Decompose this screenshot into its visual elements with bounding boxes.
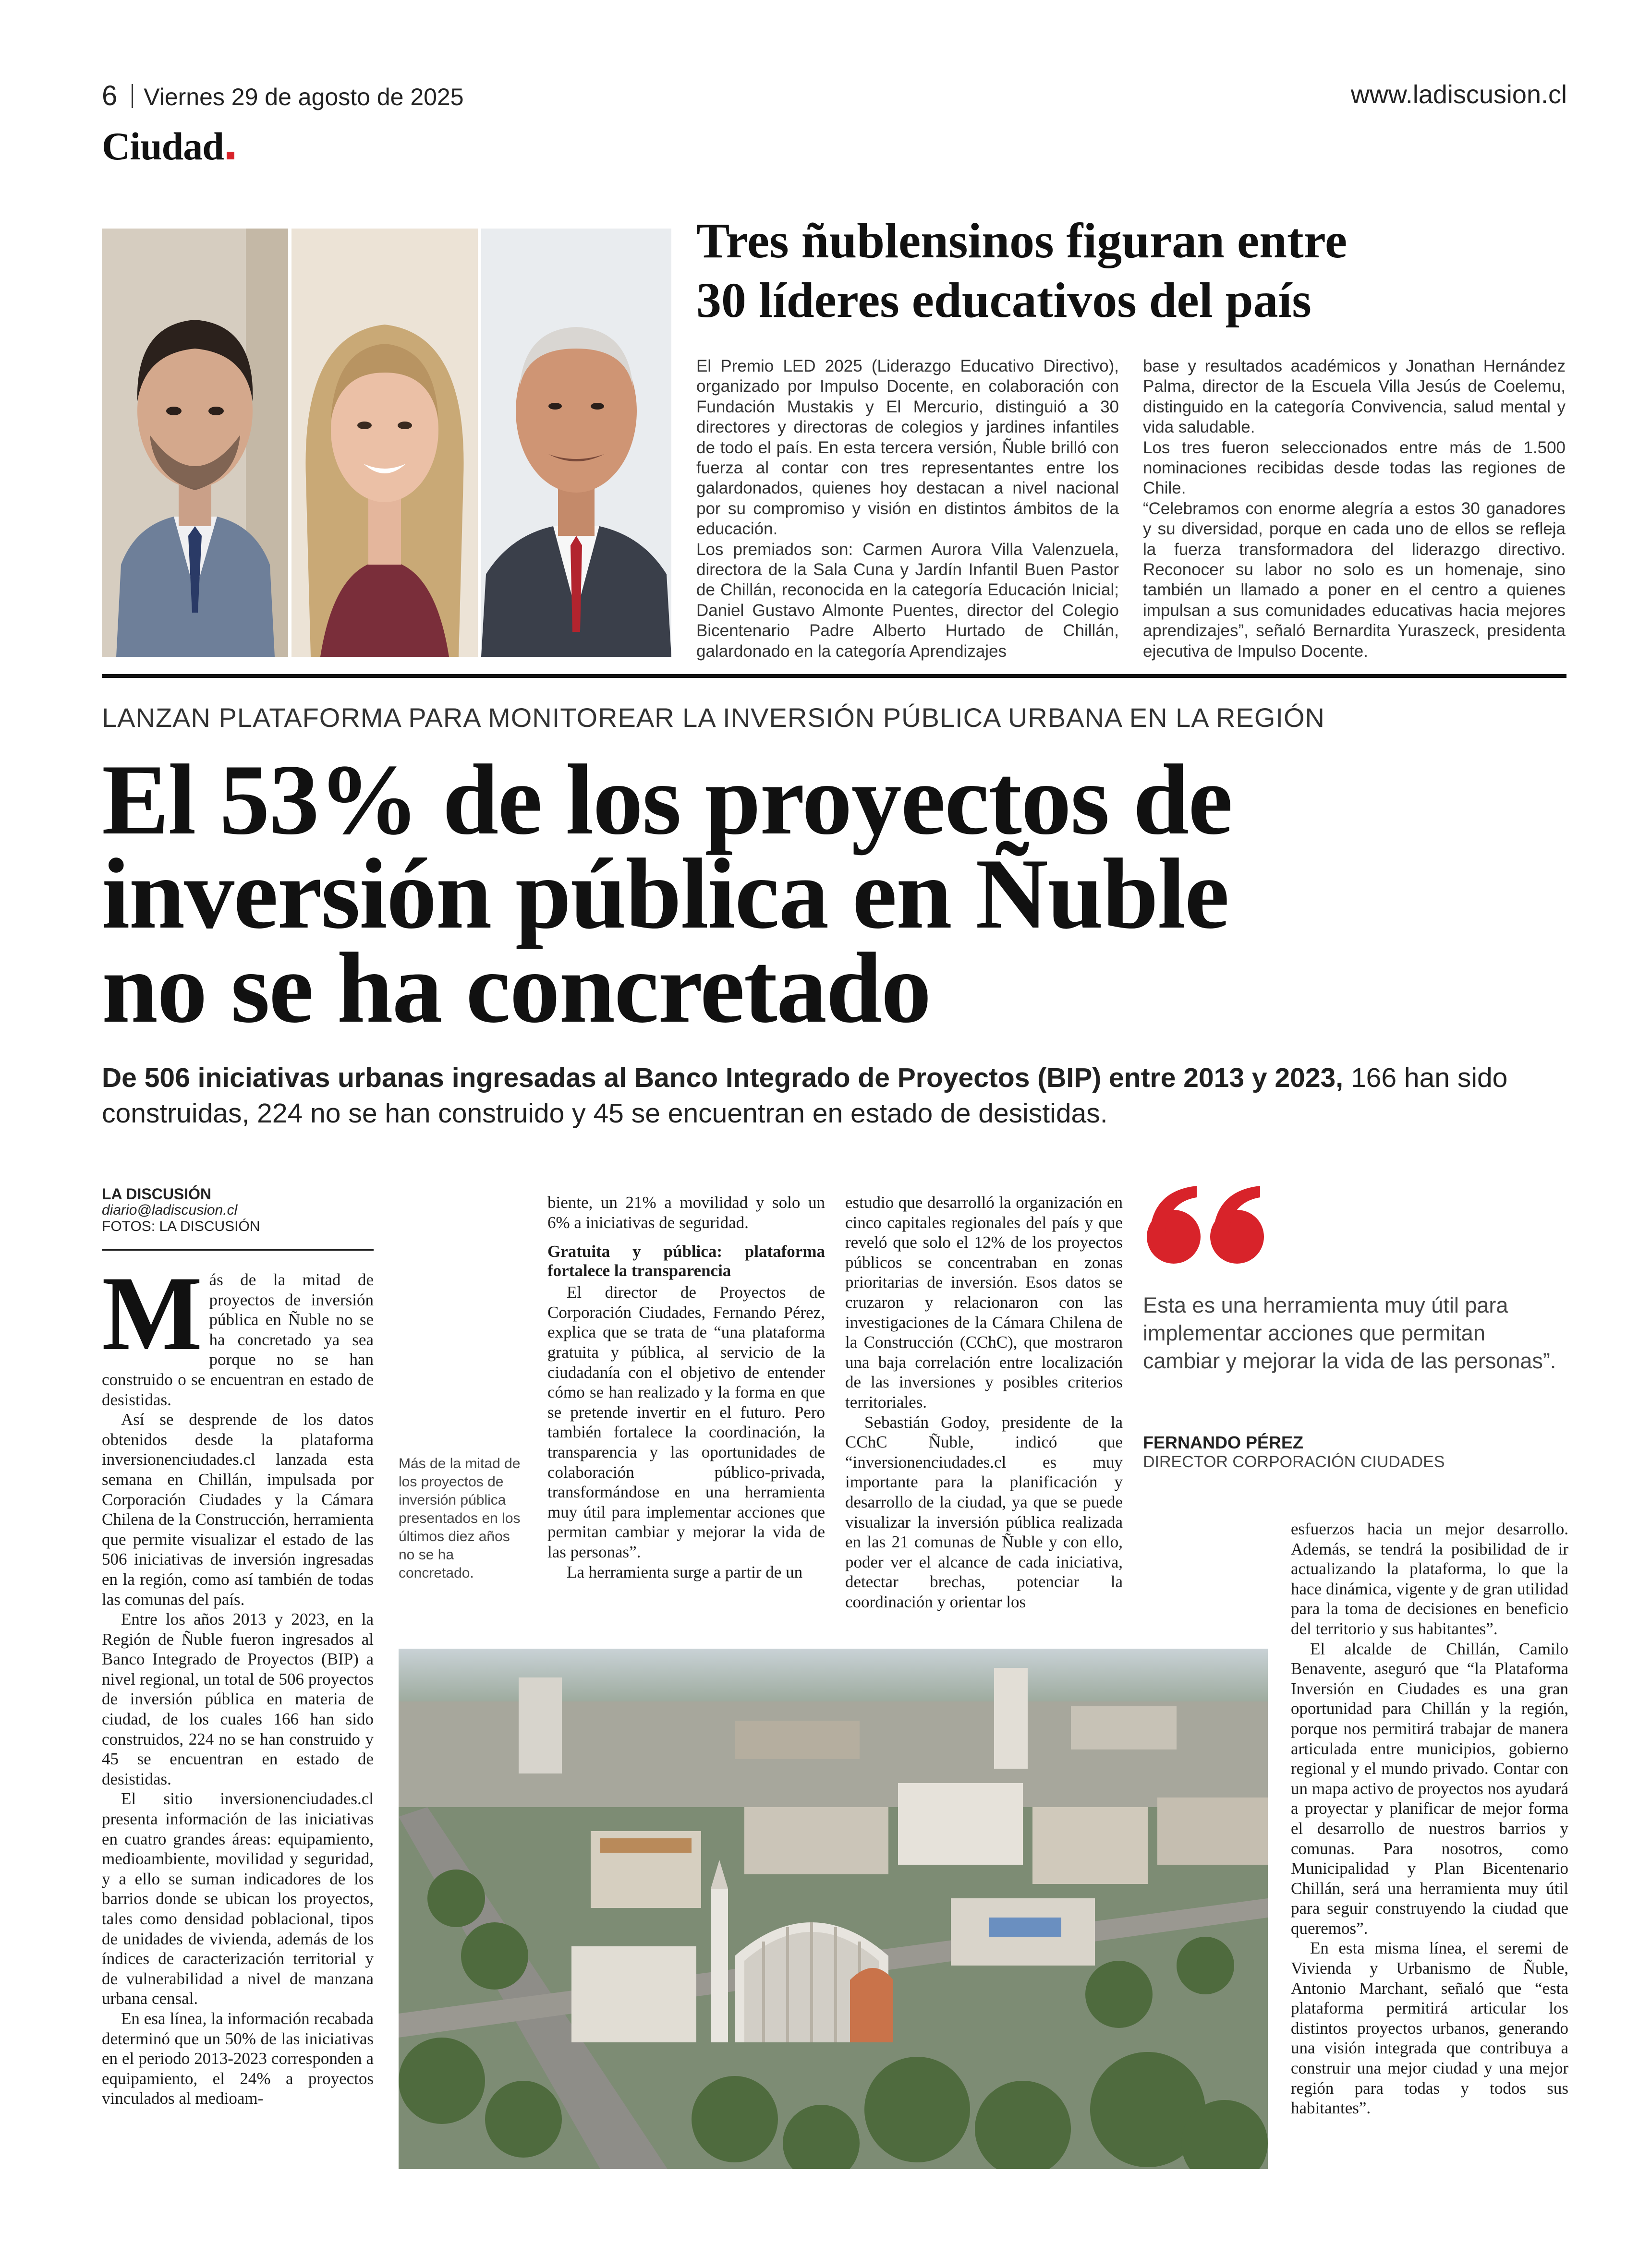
paragraph-continued: biente, un 21% a movilidad y solo un 6% a iniciativas de seguridad. [547,1193,825,1232]
body-column-3 [845,1193,1123,1612]
page-folio [102,80,464,112]
quote-marks-icon [1143,1181,1273,1267]
portrait-photo-man-right [481,229,671,657]
body-column-1 [102,1255,374,2109]
main-deck [102,1060,1538,1131]
section-label [102,124,234,169]
portrait-photo-man-left [102,229,288,657]
paragraph: El Premio LED 2025 (Liderazgo Educativo Directivo), organizado por Impulso Docente, en colaboración con Fundación Mustakis y El Mercurio, distinguió a 30 directores y directoras de colegios y jardines infantiles de todo el país. En esta tercera versión, Ñuble brilló con fuerza al contar con tres representantes entre los galardonados, quienes hoy destacan a nivel nacional por su compromiso y visión en distintos ámbitos de la educación. [696,357,1119,539]
folio-divider [132,84,133,108]
lead-text: ás de la mitad de proyectos de inversión pública en Ñuble no se ha concretado ya sea porque no se han construido o se encuentran en estado de desistidas. [102,1270,374,1409]
main-headline [102,744,1590,1044]
paragraph: En esta misma línea, el seremi de Vivienda y Urbanismo de Ñuble, Antonio Marchant, señaló que “esta plataforma permitirá articular los distintos proyectos urbanos, generando una visión integrada que contribuya a construir una mejor ciudad y una mejor región para todas y todos sus habitantes”. [1291,1939,1568,2118]
body-column-4 [1291,1519,1568,2118]
headline-line: inversión pública en Ñuble [102,838,1228,950]
paragraph: Así se desprende de los datos obtenidos desde la plataforma inversionenciudades.cl lanzada esta semana en Chillán, impulsada por Corporación Ciudades y la Cámara Chilena de la Construcción, herramienta que permite visualizar el estado de las 506 iniciativas de inversión ingresadas en la región, como así también de todas las comunas del país. [102,1410,374,1609]
headline-line: no se ha concretado [102,932,931,1044]
byline-name: LA DISCUSIÓN [102,1185,212,1203]
subheading: Gratuita y pública: plataforma fortalece la transparencia [547,1242,825,1280]
deck-rest: 166 han sido construidas, 224 no se han construido y 45 se encuentran en estado de desistidas. [102,1062,1508,1129]
paragraph: La herramienta surge a partir de un [567,1562,803,1581]
dropcap: M [102,1255,203,1373]
headline-line: El 53% de los proyectos de [102,744,1232,856]
section-divider [102,674,1566,678]
paragraph: En esa línea, la información recabada determinó que un 50% de las iniciativas en el periodo 2013-2023 corresponden a equipamiento, el 24% a proyectos vinculados al medioam- [102,2009,374,2108]
section-dot-icon [227,152,234,159]
paragraph-continued: esfuerzos hacia un mejor desarrollo. Además, se tendrá la posibilidad de ir actualizando la plataforma, lo que la hace dinámica, vigente y de gran utilidad para la toma de decisiones en beneficio del territorio y sus habitantes”. [1291,1520,1568,1638]
paragraph: Sebastián Godoy, presidente de la CChC Ñuble, indicó que “inversionenciudades.cl es muy importante para la planificación y desarrollo de la ciudad, ya que se puede visualizar la inversión pública realizada en las 21 comunas de Ñuble y con ello, poder ver el alcance de cada iniciativa, detectar brechas, potenciar la coordinación y orientar los [845,1412,1123,1611]
paragraph: El director de Proyectos de Corporación Ciudades, Fernando Pérez, explica que se trata de “una plataforma gratuita y pública, al servicio de la ciudadanía con el objetivo de entender cómo se han realizado y la forma en que se pretende invertir en el futuro. Pero también fortalece la coordinación, la transparencia y las oportunidades de colaboración público-privada, transformándose en una herramienta muy útil para implementar acciones que permitan cambiar y mejorar la vida de las personas”. [547,1283,825,1561]
paragraph: Los premiados son: Carmen Aurora Villa Valenzuela, directora de la Sala Cuna y Jardín Infantil Buen Pastor de Chillán, reconocida en la categoría Educación Inicial; Daniel Gustavo Almonte Puentes, director del Colegio Bicentenario Padre Alberto Hurtado de Chillán, galardonado en la categoría Aprendizajes [696,540,1119,661]
pull-quote-role: DIRECTOR CORPORACIÓN CIUDADES [1143,1453,1445,1471]
byline-photos: FOTOS: LA DISCUSIÓN [102,1218,260,1234]
top-article-column-2 [1143,356,1566,662]
byline-email[interactable]: diario@ladiscusion.cl [102,1202,238,1218]
top-title-line: Tres ñublensinos figuran entre [696,213,1348,268]
paragraph: Entre los años 2013 y 2023, en la Región de Ñuble fueron ingresados al Banco Integrado de Proyectos (BIP) a nivel regional, un total de 506 proyectos de inversión pública en materia de ciudad, de los cuales 166 han sido construidos, 224 no se han construido y 45 se encuentran en estado de desistidas. [102,1610,374,1788]
paragraph: “Celebramos con enorme alegría a estos 30 ganadores y su diversidad, porque en cada uno de ellos se refleja la fuerza transformadora del liderazgo directivo. Reconocer su labor no solo es un homenaje, sino también un llamado a poner en el centro a quienes impulsan a sus comunidades educativas hacia mejores aprendizajes”, señaló Bernardita Yuraszeck, presidenta ejecutiva de Impulso Docente. [1143,499,1566,661]
photo-caption: Más de la mitad de los proyectos de inversión pública presentados en los últimos diez años no se ha concretado. [399,1456,521,1581]
paragraph: El sitio inversionenciudades.cl presenta información de las iniciativas en cuatro grandes áreas: equipamiento, medioambiente, movilidad y seguridad, y a ello se suman indicadores de los barrios donde se ubican los proyectos, tales como densidad poblacional, tipos de unidades de vivienda, además de los índices de caracterización territorial y de vulnerabilidad a nivel de manzana urbana censal. [102,1789,374,2008]
paragraph: El alcalde de Chillán, Camilo Benavente, aseguró que “la Plataforma Inversión en Ciudades es una gran oportunidad para Chillán y la región, porque nos permitirá trabajar de manera articulada entre municipios, gobierno regional y el mundo privado. Contar con un mapa activo de proyectos nos ayudará a proyectar y planificar de mejor forma el desarrollo de nuestros barrios y comunas. Para nosotros, como Municipalidad y Plan Bicentenario Chillán, será una herramienta muy útil para seguir construyendo la ciudad que queremos”. [1291,1639,1568,1938]
top-article-column-1 [696,356,1119,662]
portrait-photo-woman [291,229,478,657]
main-article-kicker: LANZAN PLATAFORMA PARA MONITOREAR LA INVERSIÓN PÚBLICA URBANA EN LA REGIÓN [102,702,1325,733]
top-article-title [696,211,1570,330]
issue-date: Viernes 29 de agosto de 2025 [144,84,464,110]
deck-bold: De 506 iniciativas urbanas ingresadas al Banco Integrado de Proyectos (BIP) entre 2013 y 2023, [102,1062,1344,1093]
page-number: 6 [102,80,118,111]
paragraph: Los tres fueron seleccionados entre más de 1.500 nominaciones recibidas desde todas las regiones de Chile. [1143,438,1566,498]
section-name: Ciudad [102,124,224,168]
paragraph: base y resultados académicos y Jonathan Hernández Palma, director de la Escuela Villa Jesús de Coelemu, distinguido en la categoría Convivencia, salud mental y vida saludable. [1143,357,1566,437]
lead-paragraph [102,1255,374,1410]
pull-quote-text: Esta es una herramienta muy útil para implementar acciones que permitan cambiar y mejorar la vida de las personas”. [1143,1293,1556,1373]
top-title-line: 30 líderes educativos del país [696,273,1311,328]
pull-quote-name: FERNANDO PÉREZ [1143,1433,1304,1452]
paragraph-continued: estudio que desarrolló la organización en cinco capitales regionales del país y que reveló que solo el 12% de los proyectos públicos se concentraban en zonas prioritarias de inversión. Esos datos se cruzaron y relacionaron con las investigaciones de la Cámara Chilena de la Construcción (CChC), que mostraron una baja correlación entre localización de las inversiones y posibles criterios territoriales. [845,1193,1123,1411]
byline-rule [102,1249,374,1251]
aerial-city-photo [399,1649,1268,2169]
body-column-2 [547,1193,825,1582]
byline [102,1186,260,1235]
website-url[interactable]: www.ladiscusion.cl [1350,80,1567,109]
